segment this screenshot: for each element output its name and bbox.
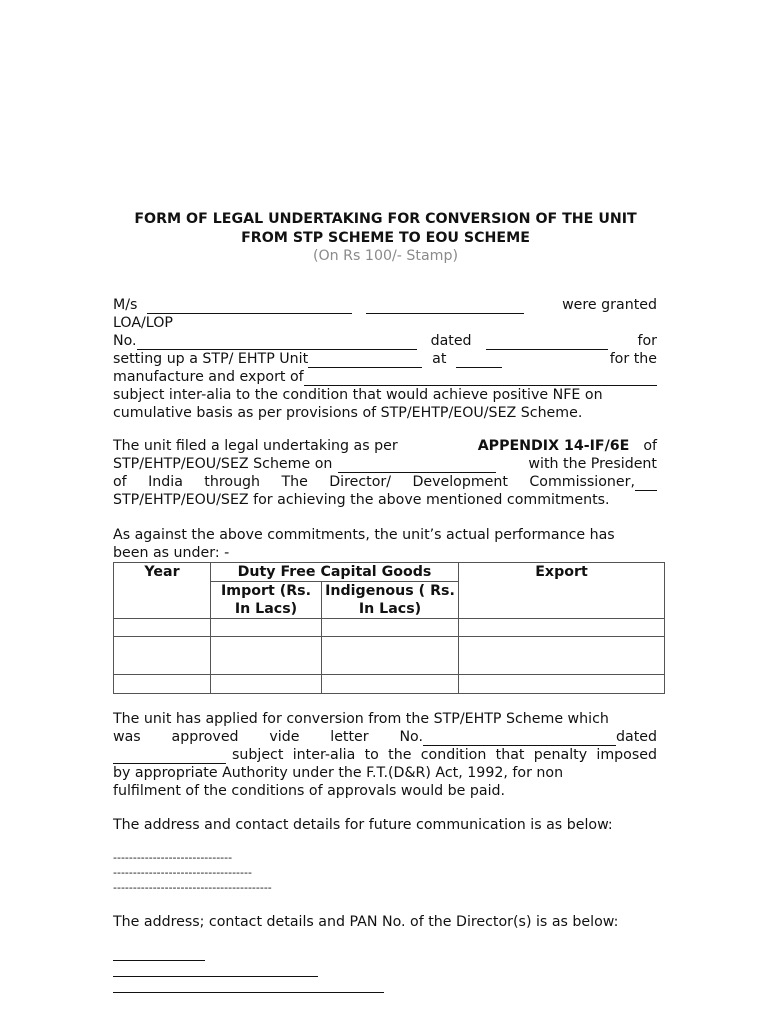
- undertaking-date-blank: [338, 459, 496, 473]
- setting-text: setting up a STP/ EHTP Unit: [113, 351, 309, 367]
- was-approved-text: was approved vide letter No.: [113, 729, 423, 745]
- performance-table: [113, 562, 665, 694]
- company-name-blank-2: [366, 300, 524, 314]
- para4-dated: dated: [616, 729, 657, 745]
- commissioner-blank: [635, 477, 657, 491]
- address-line-1: ------------------------------: [113, 851, 233, 864]
- address-line-3: ----------------------------------------: [113, 881, 272, 894]
- product-blank: [304, 372, 657, 386]
- with-president-text: with the President: [528, 456, 657, 472]
- approval-letter-blank: [423, 732, 616, 746]
- director-paragraph: [113, 913, 657, 931]
- address-line-2: -----------------------------------: [113, 866, 252, 879]
- para2-line1: [113, 437, 657, 455]
- export-header: Export: [459, 563, 665, 619]
- no-line: [113, 332, 657, 350]
- para4-line5: fulfilment of the conditions of approvals would be paid.: [113, 783, 506, 799]
- for-label: for: [637, 333, 657, 349]
- loa-number-blank: [137, 336, 417, 350]
- para4-line2: [113, 728, 657, 746]
- ms-line: [113, 296, 657, 314]
- table-row: [114, 637, 665, 675]
- scheme-on-text: STP/EHTP/EOU/SEZ Scheme on: [113, 456, 333, 472]
- ms-label: M/s: [113, 297, 138, 313]
- were-granted-text: were granted: [562, 297, 657, 313]
- loa-label: LOA/LOP: [113, 315, 173, 331]
- title-line-1: FORM OF LEGAL UNDERTAKING FOR CONVERSION OF THE UNIT: [134, 211, 637, 227]
- para2-of: of: [643, 438, 657, 454]
- director-blank-3: [113, 992, 384, 993]
- import-header: Import (Rs. In Lacs): [211, 582, 322, 619]
- undertaking-paragraph: [113, 437, 657, 509]
- unit-blank: [308, 354, 422, 368]
- approval-date-blank: [113, 750, 226, 764]
- setting-line: [113, 350, 657, 368]
- para6-text: The address; contact details and PAN No. of the Director(s) is as below:: [113, 914, 619, 930]
- indigenous-header: Indigenous ( Rs. In Lacs): [322, 582, 459, 619]
- year-header: Year: [114, 563, 211, 619]
- director-blank-1: [113, 960, 205, 961]
- dfcg-header: Duty Free Capital Goods: [211, 563, 459, 582]
- manufacture-line: [113, 368, 657, 386]
- para2-line2: [113, 455, 657, 473]
- location-blank: [456, 354, 502, 368]
- para2-line4: STP/EHTP/EOU/SEZ for achieving the above mentioned commitments.: [113, 492, 610, 508]
- para4-line3: [113, 746, 657, 764]
- at-label: at: [432, 351, 447, 367]
- table-row: [114, 675, 665, 694]
- appendix-ref: APPENDIX 14-IF/6E: [477, 438, 630, 454]
- address-paragraph: [113, 816, 657, 834]
- no-label: No.: [113, 333, 137, 349]
- para4-line1: The unit has applied for conversion from the STP/EHTP Scheme which: [113, 711, 609, 727]
- conversion-paragraph: [113, 710, 657, 800]
- director-blank-2: [113, 976, 318, 977]
- form-title: [113, 210, 658, 248]
- para4-line3-text: subject inter-alia to the condition that penalty imposed: [232, 747, 657, 763]
- para1-line5: subject inter-alia to the condition that would achieve positive NFE on: [113, 387, 603, 403]
- para1-line6: cumulative basis as per provisions of STP/EHTP/EOU/SEZ Scheme.: [113, 405, 583, 421]
- para2-pre: The unit filed a legal undertaking as per: [113, 438, 398, 454]
- performance-intro: [113, 526, 657, 562]
- table-row: [114, 619, 665, 637]
- dated-label: dated: [430, 333, 472, 349]
- para3-line2: been as under: -: [113, 545, 230, 561]
- grant-paragraph: [113, 296, 657, 422]
- loa-date-blank: [486, 336, 608, 350]
- title-line-2: FROM STP SCHEME TO EOU SCHEME: [241, 230, 530, 246]
- para4-line4: by appropriate Authority under the F.T.(D&R) Act, 1992, for non: [113, 765, 564, 781]
- for-the-label: for the: [609, 351, 657, 367]
- para2-line3: [113, 473, 657, 491]
- manufacture-text: manufacture and export of: [113, 369, 304, 385]
- company-name-blank: [147, 300, 352, 314]
- stamp-note: (On Rs 100/- Stamp): [312, 248, 459, 264]
- loa-line: [113, 314, 657, 332]
- para3-line1: As against the above commitments, the unit’s actual performance has: [113, 527, 615, 543]
- para5-text: The address and contact details for future communication is as below:: [113, 817, 613, 833]
- para2-line3-text: of India through The Director/ Development Commissioner,: [113, 474, 635, 490]
